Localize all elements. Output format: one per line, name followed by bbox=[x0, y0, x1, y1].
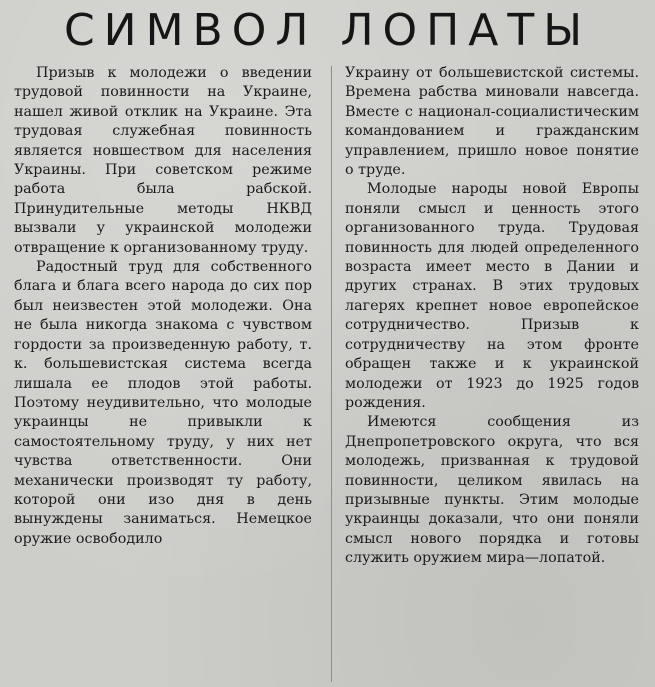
article-paragraph: Призыв к молодежи о введении трудовой повинности на Украине, нашел живой отклик на Украине. Эта трудовая служебная повинность является новшеством для населения Украины. При советском режиме работа была рабской. Принудительные методы НКВД вызвали у украинской молодежи отвращение к организованному труду. bbox=[14, 65, 312, 256]
article-column-right bbox=[345, 64, 639, 569]
article-column-left bbox=[14, 64, 312, 549]
article-paragraph: Молодые народы новой Европы поняли смысл и ценность этого организованного труда. Трудовая повинность для людей определенного возраста имеет место в Дании и других странах. В этих трудовых лагерях крепнет новое европейское сотрудничество. Призыв к сотрудничеству на этом фронте обращен также и к украинской молодежи от 1923 до 1925 годов рождения. bbox=[345, 181, 639, 411]
article-paragraph: Имеются сообщения из Днепропетровского округа, что вся молодежь, призванная к трудовой повинности, целиком явилась на призывные пункты. Этим молодые украинцы доказали, что они поняли смысл нового порядка и готовы служить оружием мира—лопатой. bbox=[345, 414, 639, 567]
column-divider bbox=[331, 66, 332, 682]
article-paragraph-continued: Украину от большевистской системы. Времена рабства миновали навсегда. Вместе с национал-социалистическим командованием и гражданским управлением, пришло новое понятие о труде. bbox=[345, 65, 639, 179]
article-paragraph: Радостный труд для собственного блага и блага всего народа до сих пор был неизвестен этой молодежи. Она не была никогда знакома с чувством гордости за произведенную работу, т. к. большевистская система всегда лишала ее плодов этой работы. Поэтому неудивительно, что молодые украинцы не привыкли к самостоятельному труду, у них нет чувства ответственности. Они механически производят ту работу, которой они изо дня в день вынуждены заниматься. Немецкое оружие освободило bbox=[14, 259, 312, 547]
article-headline: СИМВОЛ ЛОПАТЫ bbox=[63, 5, 592, 56]
